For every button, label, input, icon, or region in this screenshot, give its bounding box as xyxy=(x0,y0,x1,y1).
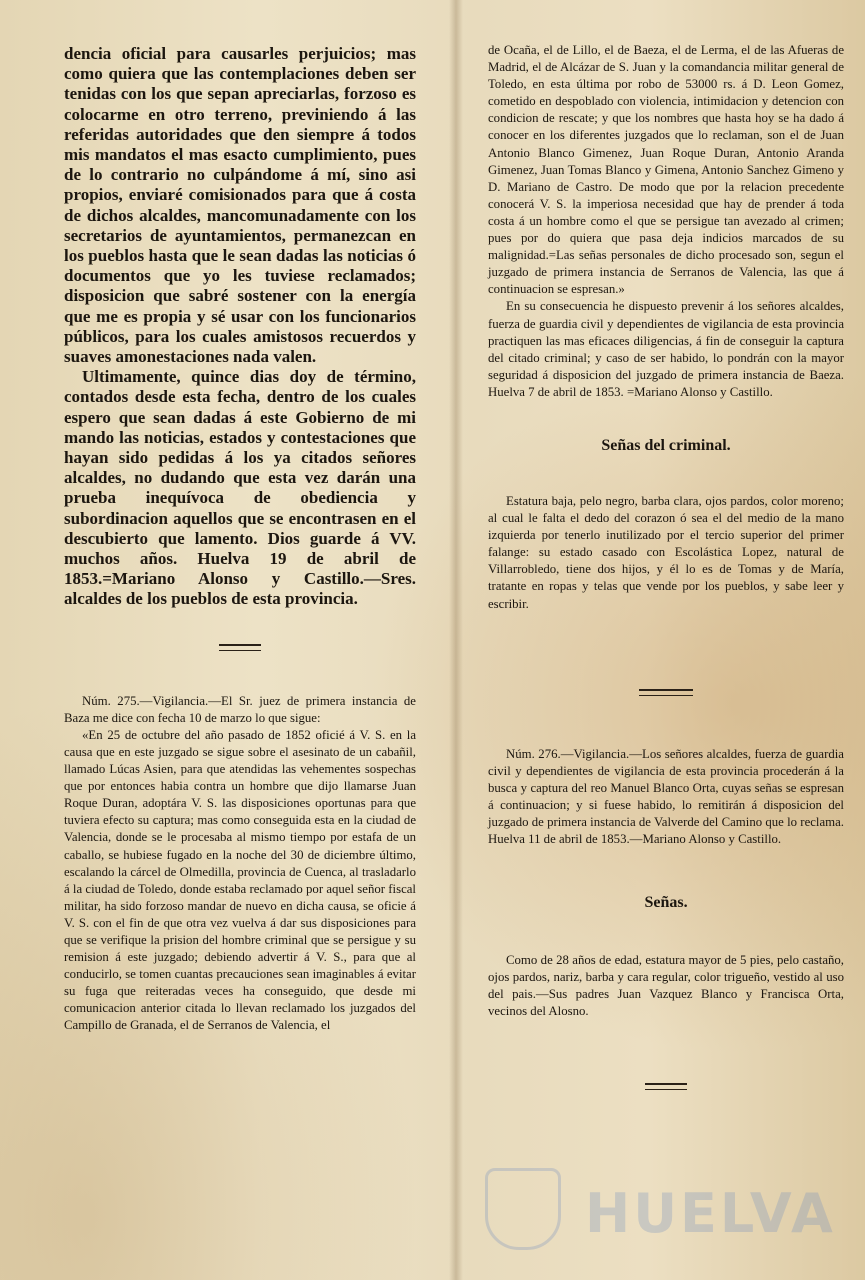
senas-description: Como de 28 años de edad, estatura mayor de 5 pies, pelo castaño, ojos pardos, nariz, barba y cara regular, color trigueño, vestido al uso del pais.—Sus padres Juan Vazquez Blanco y Francisca Orta, vecinos del Alosno. xyxy=(488,953,844,1019)
criminal-description: Estatura baja, pelo negro, barba clara, ojos pardos, color moreno; al cual le falta el dedo del corazon ó sea el del medio de la mano izquierda por tenerlo inutilizado por el tercio superior del primer falange: su estado casado con Escolástica Lopez, natural de Villarrobledo, tiene dos hijos, y él lo es de Tomas y de María, tratante en ropas y telas que vende por los pueblos, y sabe leer y escribir. xyxy=(488,493,844,611)
seal-icon xyxy=(485,1168,561,1250)
section-separator-bottom xyxy=(645,1083,687,1090)
heading-senas: Señas. xyxy=(644,894,688,912)
notice-275-continuation: de Ocaña, el de Lillo, el de Baeza, el de Lerma, el de las Afueras de Madrid, el de Alcázar de S. Juan y la comandancia militar general de Toledo, en esta última por robo de 53000 rs. á D. Leon Gomez, cometido en despoblado con violencia, intimidacion y detencion con condicion de rescate; y que los nombres que hasta hoy se ha dado á conocer en los diferentes juzgados que lo reclaman, son el de Juan Antonio Blanco Gimenez, Juan Roque Duran, Antonio Aranda Gimenez, Juan Tomas Blanco y Gimena, Antonio Sanchez Gimeno y D. Mariano de Castro. De modo que por la relacion precedente conocerá V. S. la imperiosa necesidad que hay de prender á toda costa á un hombre como el que se persigue tan avezado al crimen; pues por do quiera que pasa deja indicios marcados de su malignidad.=Las señas personales de dicho procesado son, segun el juzgado de primera instancia de Serranos de Valencia, las que á continuacion se espresan.» xyxy=(488,43,844,297)
heading-criminal: Señas del criminal. xyxy=(601,436,731,454)
left-column xyxy=(64,44,416,1035)
notice-275-disposition: En su consecuencia he dispuesto prevenir á los señores alcaldes, fuerza de guardia civil y dependientes de vigilancia de esta provincia practiquen las mas eficaces diligencias, á fin de conseguir la captura del citado criminal; y caso de ser habido, lo pondrán con la mayor seguridad á disposicion del juzgado de primera instancia de Baeza. Huelva 7 de abril de 1853. =Mariano Alonso y Castillo. xyxy=(488,299,844,399)
intro-paragraph: dencia oficial para causarles perjuicios; mas como quiera que las contemplaciones deben ser tenidas con los que sepan apreciarlas, forzoso es colocarme en otro terreno, previniendo á las referidas autoridades que den siempre á todos mis mandatos el mas esacto cumplimiento, pues de lo contrario no culpándome á mí, sino asi propios, enviaré comisionados para que á costa de dichos alcaldes, mancomunadamente con los secretarios de ayuntamientos, permanezcan en los pueblos hasta que le sean dadas las noticias ó documentos que yo les tuviese reclamados; disposicion que sabré sostener con la energía que me es propia y sé usar con los funcionarios públicos, para los cuales amistosos recuerdos y suaves amonestaciones nada valen. xyxy=(64,44,416,367)
notice-275-body: «En 25 de octubre del año pasado de 1852 oficié á V. S. en la causa que en este juzgado se sigue sobre el asesinato de un cabañil, llamado Lúcas Asien, para que atendidas las vehementes sospechas que por entonces habia contra un hombre que dijo llamarse Juan Roque Duran, adoptára V. S. las disposiciones oportunas para que tuviera efecto su captura; mas como conseguida esta en la ciudad de Valencia, donde se le procesaba al mismo tiempo por estafa de un caballo, se hubiese fugado en la noche del 30 de diciembre último, escalando la cárcel de Olmedilla, provincia de Cuenca, al trasladarlo á la ciudad de Toledo, donde estaba reclamado por aquel señor fiscal militar, ha sido forzoso mandar de nuevo en dicha causa, se oficie á V. S. con el fin de que otra vez vuelva á dar sus disposiciones para que se verifique la prision del hombre criminal que se persigue y su remision á este juzgado; debiendo advertir á V. S., para que al conducirlo, se tomen cuantas precauciones sean imaginables á evitar su fuga que reiteradas veces ha conseguido, que desde mi comunicacion anterior citada lo llevan reclamado los juzgados del Campillo de Granada, el de Serranos de Valencia, el xyxy=(64,727,416,1033)
archive-watermark xyxy=(465,1160,845,1250)
right-column xyxy=(488,42,844,1090)
closing-paragraph: Ultimamente, quince dias doy de término, contados desde esta fecha, dentro de los cuales espero que sean dadas á este Gobierno de mi mando las noticias, estados y contestaciones que hayan sido pedidas á los ya citados señores alcaldes, no dudando que esta vez darán una prueba inequívoca de obediencia y subordinacion aquellos que se encontrasen en el descubierto que lamento. Dios guarde á VV. muchos años. Huelva 19 de abril de 1853.=Mariano Alonso y Castillo.—Sres. alcaldes de los pueblos de esta provincia. xyxy=(64,367,416,609)
page-fold xyxy=(449,0,463,1280)
section-separator-right xyxy=(639,689,693,696)
notice-276: Núm. 276.—Vigilancia.—Los señores alcaldes, fuerza de guardia civil y dependientes de vigilancia de esta provincia procederán á la busca y captura del reo Manuel Blanco Orta, cuyas señas se espresan á continuacion; y si fuese habido, lo remitirán á disposicion del juzgado de primera instancia de Valverde del Camino que lo reclama. Huelva 11 de abril de 1853.—Mariano Alonso y Castillo. xyxy=(488,746,844,847)
notice-275-intro: Núm. 275.—Vigilancia.—El Sr. juez de primera instancia de Baza me dice con fecha 10 de marzo lo que sigue: xyxy=(64,693,416,725)
section-separator xyxy=(219,644,261,651)
watermark-text: HUELVA xyxy=(585,1182,836,1245)
